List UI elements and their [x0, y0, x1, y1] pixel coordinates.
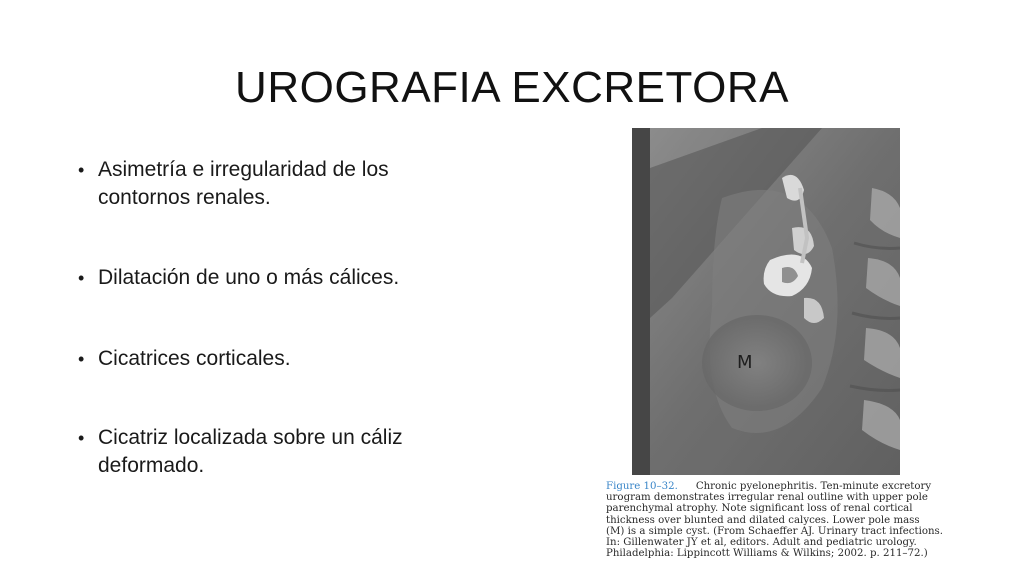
caption-line: thickness over blunted and dilated calyces. Lower pole mass	[606, 514, 920, 526]
caption-line: parenchymal atrophy. Note significant loss of renal cortical	[606, 503, 913, 515]
slide-title: UROGRAFIA EXCRETORA	[235, 63, 789, 112]
caption-line: urogram demonstrates irregular renal outline with upper pole	[606, 492, 928, 504]
bullet-text-line: Dilatación de uno o más cálices.	[98, 266, 400, 289]
caption-line: Philadelphia: Lippincott Williams & Wilkins; 2002. p. 211–72.)	[606, 548, 928, 560]
caption-line: Chronic pyelonephritis. Ten-minute excretory	[695, 481, 932, 492]
figure-caption	[606, 481, 966, 559]
bullet-text-line: Cicatrices corticales.	[98, 347, 291, 370]
bullet-item	[78, 264, 498, 292]
urogram-xray-image	[632, 128, 900, 475]
caption-line: In: Gillenwater JY et al, editors. Adult and pediatric urology.	[606, 537, 917, 549]
bullet-item	[78, 424, 498, 480]
bullet-text-line: deformado.	[98, 454, 205, 477]
bullet-item	[78, 156, 498, 212]
bullet-item	[78, 345, 498, 373]
bullet-text-line: Asimetría e irregularidad de los	[98, 158, 389, 181]
bullet-list	[78, 156, 498, 532]
figure-number: Figure 10–32.	[606, 481, 678, 492]
bullet-text-line: Cicatriz localizada sobre un cáliz	[98, 426, 403, 449]
caption-line: (M) is a simple cyst. (From Schaeffer AJ. Urinary tract infections.	[606, 525, 944, 537]
xray-drawing	[632, 128, 900, 475]
bullet-text-line: contornos renales.	[98, 186, 271, 209]
cyst-mass-label: M	[737, 352, 754, 373]
